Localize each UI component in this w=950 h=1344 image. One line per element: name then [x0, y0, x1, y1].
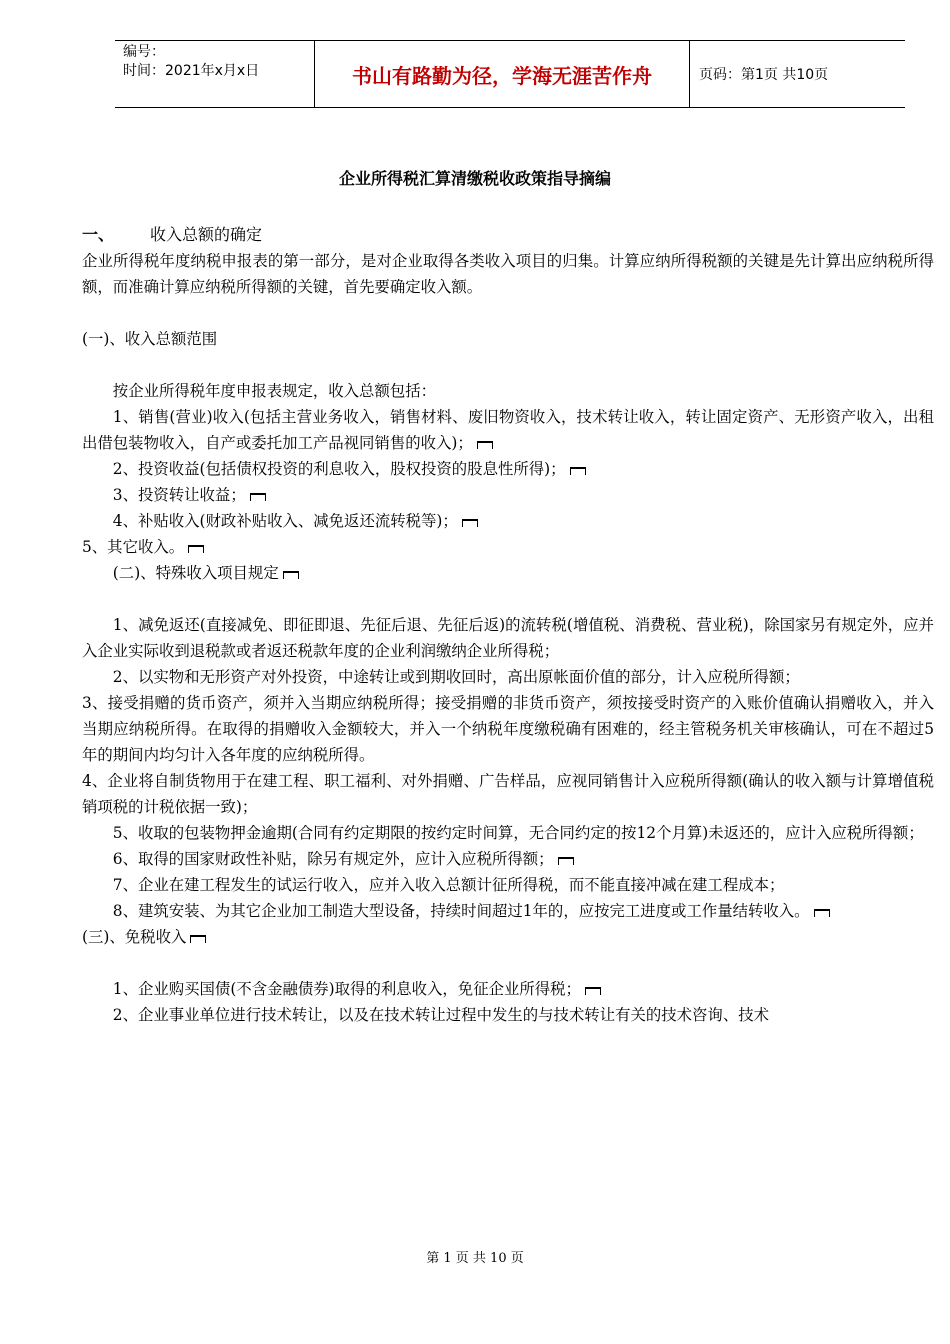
paragraph-mark-icon	[477, 441, 493, 449]
header-meta	[115, 41, 315, 107]
section-1-title: 收入总额的确定	[150, 225, 263, 244]
paragraph-mark-icon	[250, 493, 266, 501]
list-item: 6、取得的国家财政性补贴，除另有规定外，应计入应税所得额；	[82, 846, 934, 872]
sub3-heading: (三)、免税收入	[82, 924, 934, 950]
time-label: 时间：2021年x月x日	[123, 63, 260, 79]
paragraph-mark-icon	[462, 519, 478, 527]
document-body	[82, 222, 934, 1028]
list-item: 7、企业在建工程发生的试运行收入，应并入收入总额计征所得税，而不能直接冲减在建工程成本；	[112, 876, 785, 894]
list-item: 8、建筑安装、为其它企业加工制造大型设备，持续时间超过1年的，应按完工进度或工作量结转收入。	[82, 898, 934, 924]
section-1-number: 一、	[82, 225, 115, 244]
header-table	[115, 40, 905, 108]
section-1-intro: 企业所得税年度纳税申报表的第一部分，是对企业取得各类收入项目的归集。计算应纳所得税额的关键是先计算出应纳税所得额，而准确计算应纳税所得额的关键，首先要确定收入额。	[82, 252, 934, 296]
list-item: 2、以实物和无形资产对外投资，中途转让或到期收回时，高出原帐面价值的部分，计入应税所得额；	[112, 668, 800, 686]
page-footer: 第 1 页 共 10 页	[426, 1251, 524, 1266]
list-item: 2、企业事业单位进行技术转让，以及在技术转让过程中发生的与技术转让有关的技术咨询、技术	[112, 1006, 769, 1024]
paragraph-mark-icon	[585, 987, 601, 995]
section-1-heading	[82, 222, 934, 248]
number-label: 编号：	[123, 44, 165, 60]
list-item: 3、接受捐赠的货币资产，须并入当期应纳税所得；接受捐赠的非货币资产，须按接受时资产的入账价值确认捐赠收入，并入当期应纳税所得。在取得的捐赠收入金额较大，并入一个纳税年度缴税确有困难的，经主管税务机关审核确认，可在不超过5年的期间内均匀计入各年度的应纳税所得。	[82, 694, 934, 764]
paragraph-mark-icon	[190, 935, 206, 943]
paragraph-mark-icon	[558, 857, 574, 865]
sub1-lead: 按企业所得税年度申报表规定，收入总额包括：	[112, 382, 437, 400]
paragraph-mark-icon	[283, 571, 299, 579]
list-item: 1、销售(营业)收入(包括主营业务收入，销售材料、废旧物资收入，技术转让收入，转让固定资产、无形资产收入，出租出借包装物收入，自产或委托加工产品视同销售的收入)；	[82, 408, 934, 452]
list-item: 1、减免返还(直接减免、即征即退、先征后退、先征后返)的流转税(增值税、消费税、营业税)，除国家另有规定外，应并入企业实际收到退税款或者返还税款年度的企业利润缴纳企业所得税；	[82, 616, 934, 660]
list-item: 4、补贴收入(财政补贴收入、减免返还流转税等)；	[82, 508, 934, 534]
header-page-info: 页码：第1页 共10页	[699, 67, 829, 83]
paragraph-mark-icon	[188, 545, 204, 553]
list-item: 3、投资转让收益；	[82, 482, 934, 508]
list-item: 4、企业将自制货物用于在建工程、职工福利、对外捐赠、广告样品，应视同销售计入应税所得额(确认的收入额与计算增值税销项税的计税依据一致)；	[82, 772, 934, 816]
sub2-heading: (二)、特殊收入项目规定	[82, 560, 934, 586]
list-item: 5、收取的包装物押金逾期(合同有约定期限的按约定时间算，无合同约定的按12个月算)未返还的，应计入应税所得额；	[112, 824, 924, 842]
list-item: 5、其它收入。	[82, 534, 934, 560]
document-title: 企业所得税汇算清缴税收政策指导摘编	[338, 169, 611, 188]
list-item: 2、投资收益(包括债权投资的利息收入，股权投资的股息性所得)；	[82, 456, 934, 482]
list-item: 1、企业购买国债(不含金融债券)取得的利息收入，免征企业所得税；	[82, 976, 934, 1002]
header-motto: 书山有路勤为径，学海无涯苦作舟	[315, 41, 690, 107]
paragraph-mark-icon	[814, 909, 830, 917]
sub1-heading: (一)、收入总额范围	[82, 330, 218, 348]
paragraph-mark-icon	[570, 467, 586, 475]
